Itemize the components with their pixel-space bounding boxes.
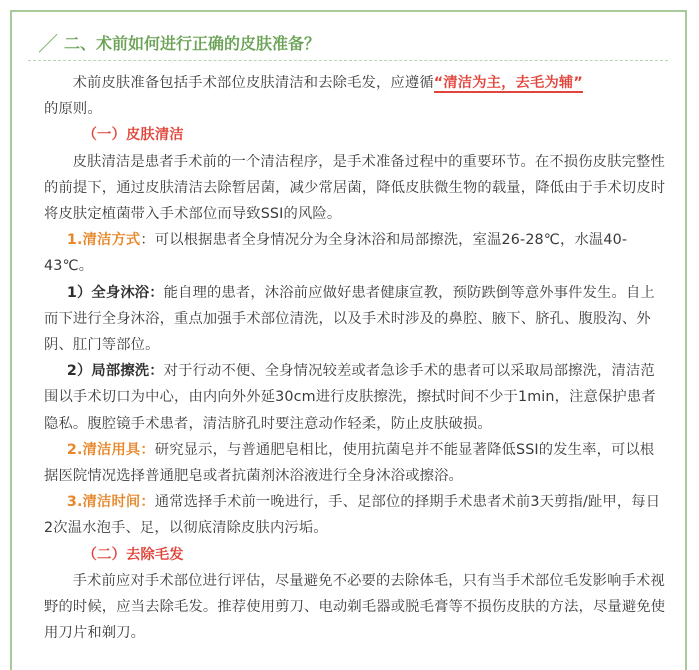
full-bath-label: 1）全身沐浴： <box>66 284 164 301</box>
intro-paragraph: 术前皮肤准备包括手术部位皮肤清洁和去除毛发，应遵循“清洁为主，去毛为辅” 的原则。 <box>44 75 583 118</box>
article-body <box>44 70 668 646</box>
cleaning-tools-label: 2.清洁用具： <box>66 441 155 458</box>
cleaning-time-label: 3.清洁时间： <box>66 494 155 511</box>
full-bath-paragraph: 1）全身沐浴：能自理的患者，沐浴前应做好患者健康宣教，预防跌倒等意外事件发生。自上而下进行全身沐浴，重点加强手术部位清洗，以及手术时涉及的鼻腔、腋下、脐孔、腹股沟、外阴、肛门等部位。 <box>44 284 655 354</box>
subsection-title-hair-removal: （二）去除毛发 <box>82 546 184 563</box>
cleaning-tools-paragraph: 2.清洁用具：研究显示，与普通肥皂相比，使用抗菌皂并不能显著降低SSI的发生率，可以根据医院情况选择普通肥皂或者抗菌剂沐浴液进行全身沐浴或擦浴。 <box>44 441 655 485</box>
heading-divider <box>28 60 668 61</box>
principle-highlight: “清洁为主，去毛为辅” <box>433 75 583 91</box>
cleaning-description: 皮肤清洁是患者手术前的一个清洁程序，是手术准备过程中的重要环节。在不损伤皮肤完整性的前提下，通过皮肤清洁去除暂居菌，减少常居菌，降低皮肤微生物的载量，降低由于手术切皮时将皮肤定植菌带入手术部位而导致SSI的风险。 <box>44 153 666 223</box>
cleaning-method-label: 1.清洁方式 <box>66 232 141 249</box>
local-wipe-paragraph: 2）局部擦洗：对于行动不便、全身情况较差或者急诊手术的患者可以采取局部擦洗，清洁范围以手术切口为中心，由内向外外延30cm进行皮肤擦洗，擦拭时间不少于1min，注意保护患者隐私。腹腔镜手术患者，清洁脐孔时要注意动作轻柔，防止皮肤破损。 <box>44 363 656 432</box>
slash-decoration: ／ <box>38 31 58 56</box>
subsection-title-cleaning: （一）皮肤清洁 <box>82 127 184 144</box>
heading-title: 二、术前如何进行正确的皮肤准备？ <box>64 33 321 53</box>
cleaning-method-paragraph: 1.清洁方式：可以根据患者全身情况分为全身沐浴和局部擦洗，室温26-28℃，水温40-43℃。 <box>44 232 628 275</box>
local-wipe-label: 2）局部擦洗： <box>66 363 164 380</box>
cleaning-time-paragraph: 3.清洁时间：通常选择手术前一晚进行，手、足部位的择期手术患者术前3天剪指/趾甲，每日2次温水泡手、足，以彻底清除皮肤内污垢。 <box>44 494 661 537</box>
hair-removal-description: 手术前应对手术部位进行评估，尽量避免不必要的去除体毛，只有当手术部位毛发影响手术视野的时候，应当去除毛发。推荐使用剪刀、电动剃毛器或脱毛膏等不损伤皮肤的方法，尽量避免使用刀片和剃刀。 <box>44 572 666 642</box>
section-heading <box>38 24 320 60</box>
